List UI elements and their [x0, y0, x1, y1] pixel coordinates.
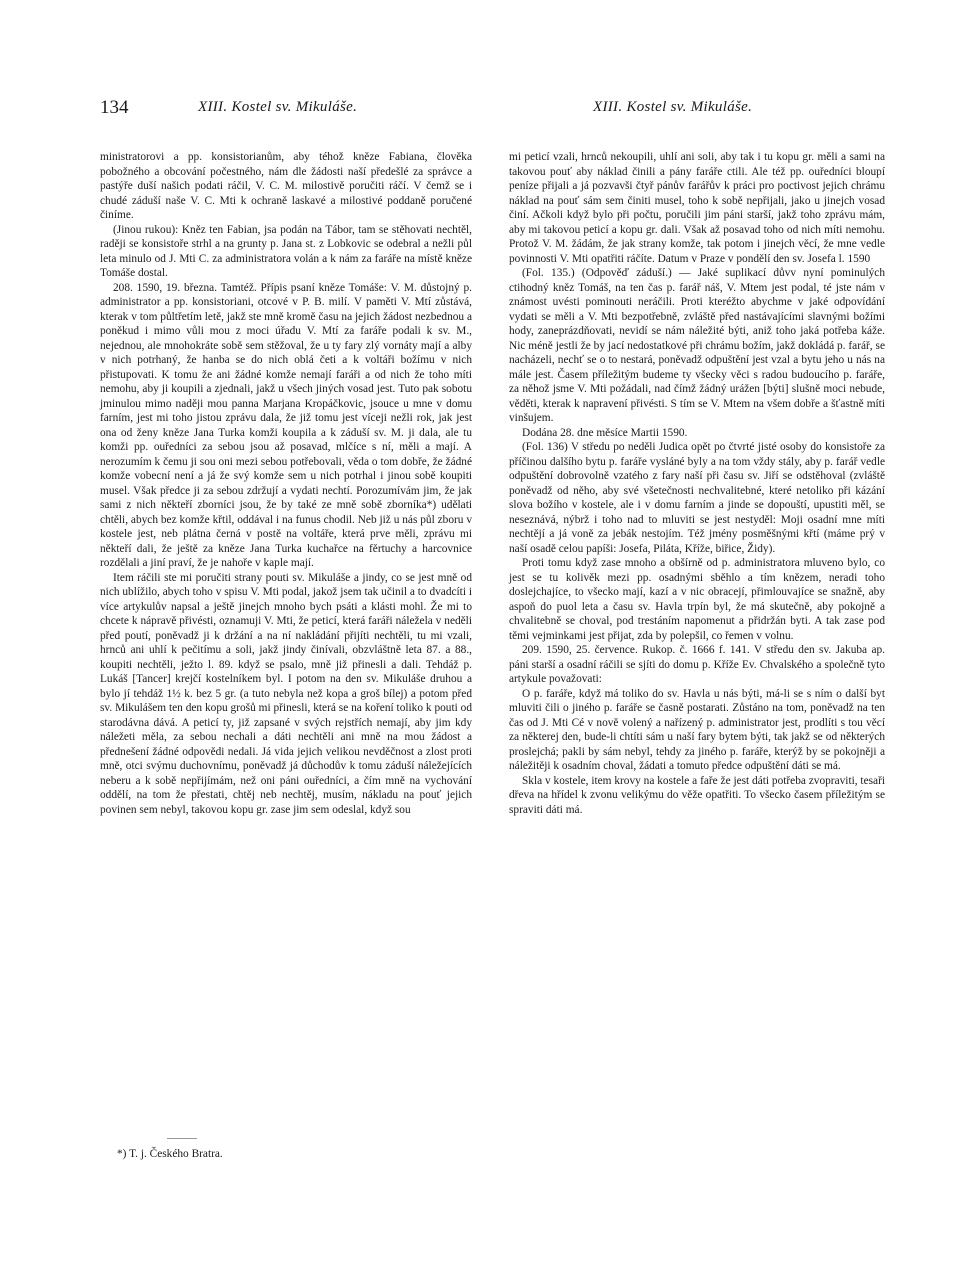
paragraph: Item ráčili ste mi poručiti strany pouti sv. Mikuláše a jindy, co se jest mně od nich ublížilo, abych toho v spisu V. Mti podal, jakož jsem tak učinil a to dvadcíti i více artykulův napsal a ještě jinejch mnoho bych psáti a klásti mohl. Že mi to chcete k nápravě přivésti, oznamuji V. Mti, že peticí, která faráři náležela v neděli před poutí, poněvadž ji k držání a na ní nakládání přijíti nechtěli, tu mi vzali, hrnců ani uhlí k pečitímu a soli, jakž jindy činívali, obzvláštně leta 87. a 88., koupiti nechtěli, ježto l. 89. když se psalo, mně již přinesli a dali. Tehdáž p. Lukáš [Tancer] krejčí kostelníkem byl. I potom na den sv. Mikuláše druhou a bylo jí tehdáž 1½ k. bez 5 gr. (a tuto nebyla než kopa a groš bílej) a potom před sv. Mikulášem ten den kopu grošů mi přinesli, která se na koření toliko k pouti od starodávna dává. A peticí ty, již zapsané v svých rejstřích nemají, aby jim kdy náležeti měla, za sebou nechali a dáti nechtěli ani mně na mou žádost a přednešení žádné odpovědi nedali. Já vida jejich velikou nevděčnost a zlost proti mně, otci svýmu duchovnímu, poněvadž já důchodův k tomu záduší náležejících neberu a k sobě nepřijímám, než oni páni ouředníci, a čím mně na vychování oddělí, na tom že přestati, chtěj neb nechtěj, musím, nákladu na pouť jejich povinen sem nebyl, takovou kopu gr. zase jim sem odeslal, když sou — [100, 571, 472, 816]
left-column — [100, 150, 472, 817]
paragraph: (Fol. 135.) (Odpověď záduší.) — Jaké suplikací důvv nyní pominulých ctihodný kněz Tomáš, na ten čas p. farář náš, V. Mtem jest podal, té jste nám v známost uvésti pominouti neráčili. Proti kteréžto abychme v jaké odpovídání vydati se měli a V. Mti bezpotřebně, zvláště před nastávajícími slavnými božími hody, zaneprázdňovati, nevidí se nám náležité býti, aniž toho jaká potřeba káže. Nic méně jestli že by jací nedostatkové při chrámu božím, jakž dokládá p. farář, se nacházeli, nechť se o to nestará, poněvadž odpuštění jest vzal a bytu jeho u nás na mále jest. Časem příležitým budeme ty všecky věci s radou budoucího p. faráře, za něhož jsme V. Mti požádali, nad čímž žádný urážen [býti] slušně moci nebude, věděti, kterak k napravení přivésti. S tím se V. Mtem na všem dobře a šťastně míti vinšujem. — [509, 267, 885, 424]
paragraph: (Fol. 136) V středu po neděli Judica opět po čtvrté jisté osoby do konsistoře za příčinou dalšího bytu p. faráře vysláné byly a na tom vždy stály, aby p. farář vedle odpuštění dobrovolně vzatého z fary naší při času sv. Jiří se odstěhoval (zvláště poněvadž od něho, aby své všetečnosti nechvalitebné, které netoliko při kázání slova božího v kostele, ale i v domu farním a jinde se dopouští, upustiti měl, se neseznává, nýbrž i toho nad to mluviti se jest nestyděl: Moji osadní mne míti nechtějí a já voně za jebák nestojím. Též jmény posměšnými křtí (máme prý v naší osadě celou papíši: Josefa, Piláta, Kříže, biřice, Židy). — [509, 441, 885, 555]
paragraph: mi peticí vzali, hrnců nekoupili, uhlí ani soli, aby tak i tu kopu gr. měli a sami na takovou pouť aby náklad činili a pány faráře ctili. Ale též pp. ouředníci bloupí peníze přijali a já pozvavši čtyř pánův farářův k práci pro poctivost jejich chrámu náklad na pouť sám sem činiti musel, toho k sobě nepřijali, jako u jinejch vosad činí. Ačkoli když bylo při počtu, poručili jim páni starší, jakž toho zprávu mám, aby mi takovou peticí a kopu gr. dali. Však až posavad toho od nich míti nemohu. Protož V. M. žádám, že jak strany komže, tak potom i jinejch věcí, že mne vedle povinnosti V. Mti opatřiti ráčíte. Datum v Praze v pondělí den sv. Josefa l. 1590 — [509, 151, 885, 265]
paragraph: (Jinou rukou): Kněz ten Fabian, jsa podán na Tábor, tam se stěhovati nechtěl, raději se konsistoře strhl a na grunty p. Jana st. z Lobkovic se odebral a nežli půl leta minulo od J. Mti C. za administratora volán a k nám za faráře na místě kněze Tomáše dostal. — [100, 223, 472, 279]
footnote-divider — [167, 1138, 197, 1139]
paragraph: 209. 1590, 25. července. Rukop. č. 1666 f. 141. V středu den sv. Jakuba ap. páni starší a osadní ráčili se sjíti do domu p. Kříže Ev. Chvalského a společně tyto artykule považovati: — [509, 644, 885, 685]
page-header — [100, 97, 885, 121]
paragraph: 208. 1590, 19. března. Tamtéž. Přípis psaní kněze Tomáše: V. M. důstojný p. administrator a pp. konsistoriani, otcové v P. B. milí. V paměti V. Mtí zůstává, kterak v tom půltřetím letě, jakž ste mně kromě času na jejich žádost nezbednou a poněkud i mimo vůli mou z moci úřadu V. Mtí za faráře podali k sv. M., nejednou, ale mnohokráte sobě sem stěžoval, že u ty fary zlý vornáty mají a alby v nich potrhaný, že hanba se do nich oblá četi a k voltáři božímu v nich přistupovati. K tomu že ani žádné komže nemají faráři a od nich že toho míti nemohu, aby ji koupili a zjednali, jakž u všech jiných vosad jest. Tuto pak sobotu jminulou mimo naději mou panna Marjana Kropáčkovic, jsouce u mne v domu farním, jest mi toho jistou zprávu dala, že již tomu jest víceji nežli rok, jak jest ona od ženy kněze Jana Turka komži koupila a k záduší sv. M. ji dala, ale tu komži pp. ouředníci za sebou jsou až posavad, mlčíce s ní, měli a mají. A nerozumím k čemu ji sou oni mezi sebou potřebovali, věda o tom dobře, že žádné komže vobecní není a já že svý komže sem u nich potrhal i jinou sobě koupiti musel. Však předce ji za sebou zdržují a vydati nechtí. Porozumívám jim, že jak sami z nich někteří zborníci jsou, že by také ze mně sobě zborníka*) udělati chtěli, abych bez komže křtil, oddával i na funus chodil. Neb již u nás půl zboru v kostele jest, neb plátna černá v postě na voltáře, která prve měli, zprávu mi někteří dali, že ještě za kněze Jana Turka kuchařce na fěrtuchy a harcovnice rozdělali a jiní praví, že je nahoře v kaple mají. — [100, 281, 472, 569]
footnote: *) T. j. Českého Bratra. — [117, 1148, 223, 1160]
paragraph: ministratorovi a pp. konsistorianům, aby téhož kněze Fabiana, člověka pobožného a obcování počestného, nám dle žádosti naší předešlé za správce a pastýře duší našich podati ráčil, V. C. M. milostivě poručiti ráčí. V čemž se i chudé záduší naše V. C. Mti k ochraně laskavé a milostivé poddaně poručené činíme. — [100, 151, 472, 221]
right-column — [509, 150, 885, 817]
running-title-right: XIII. Kostel sv. Mikuláše. — [593, 99, 753, 115]
page-number: 134 — [100, 97, 129, 118]
paragraph: Skla v kostele, item krovy na kostele a faře že jest dáti potřeba zvopraviti, tesaři dřeva na hřídel k zvonu velikýmu do věže opatřiti. To všecko časem příležitým se spraviti dáti má. — [509, 774, 885, 816]
paragraph: O p. faráře, když má toliko do sv. Havla u nás býti, má-li se s ním o další byt mluviti čili o jiného p. faráře se časně postarati. Zůstáno na tom, poněvadž na ten čas od J. Mti Cé v nově volený a nařízený p. administrator jest, prodlíti s tou věcí za některej den, bude-li chtíti sám u naší fary bytem býti, tak jakž se od některých proslejchá; pakli by sám nebyl, tehdy za jiného p. faráře, kterýž by se pokojněji a náležitěji k osadním choval, žádati a tomuto předce odpuštění dáti se má. — [509, 687, 885, 772]
running-title-left: XIII. Kostel sv. Mikuláše. — [198, 99, 358, 115]
paragraph: Proti tomu když zase mnoho a obšírně od p. administratora mluveno bylo, co jest se tu kolivěk mezi pp. osadnými sběhlo a tím knězem, neradi toho doslejchajíce, to všecko mají, kazí a v nic obracejí, přimlouvajíce se snažně, aby aspoň do puol leta a času sv. Havla trpín byl, že má skutečně, aby pokojně a chvalitebně se choval, pod trestáním napomenut a přidržán byti. A tak zase pod těmi vejminkami jest přijat, zda by polepšil, co řemen v volnu. — [509, 557, 885, 642]
paragraph: Dodána 28. dne měsíce Martii 1590. — [522, 426, 688, 439]
